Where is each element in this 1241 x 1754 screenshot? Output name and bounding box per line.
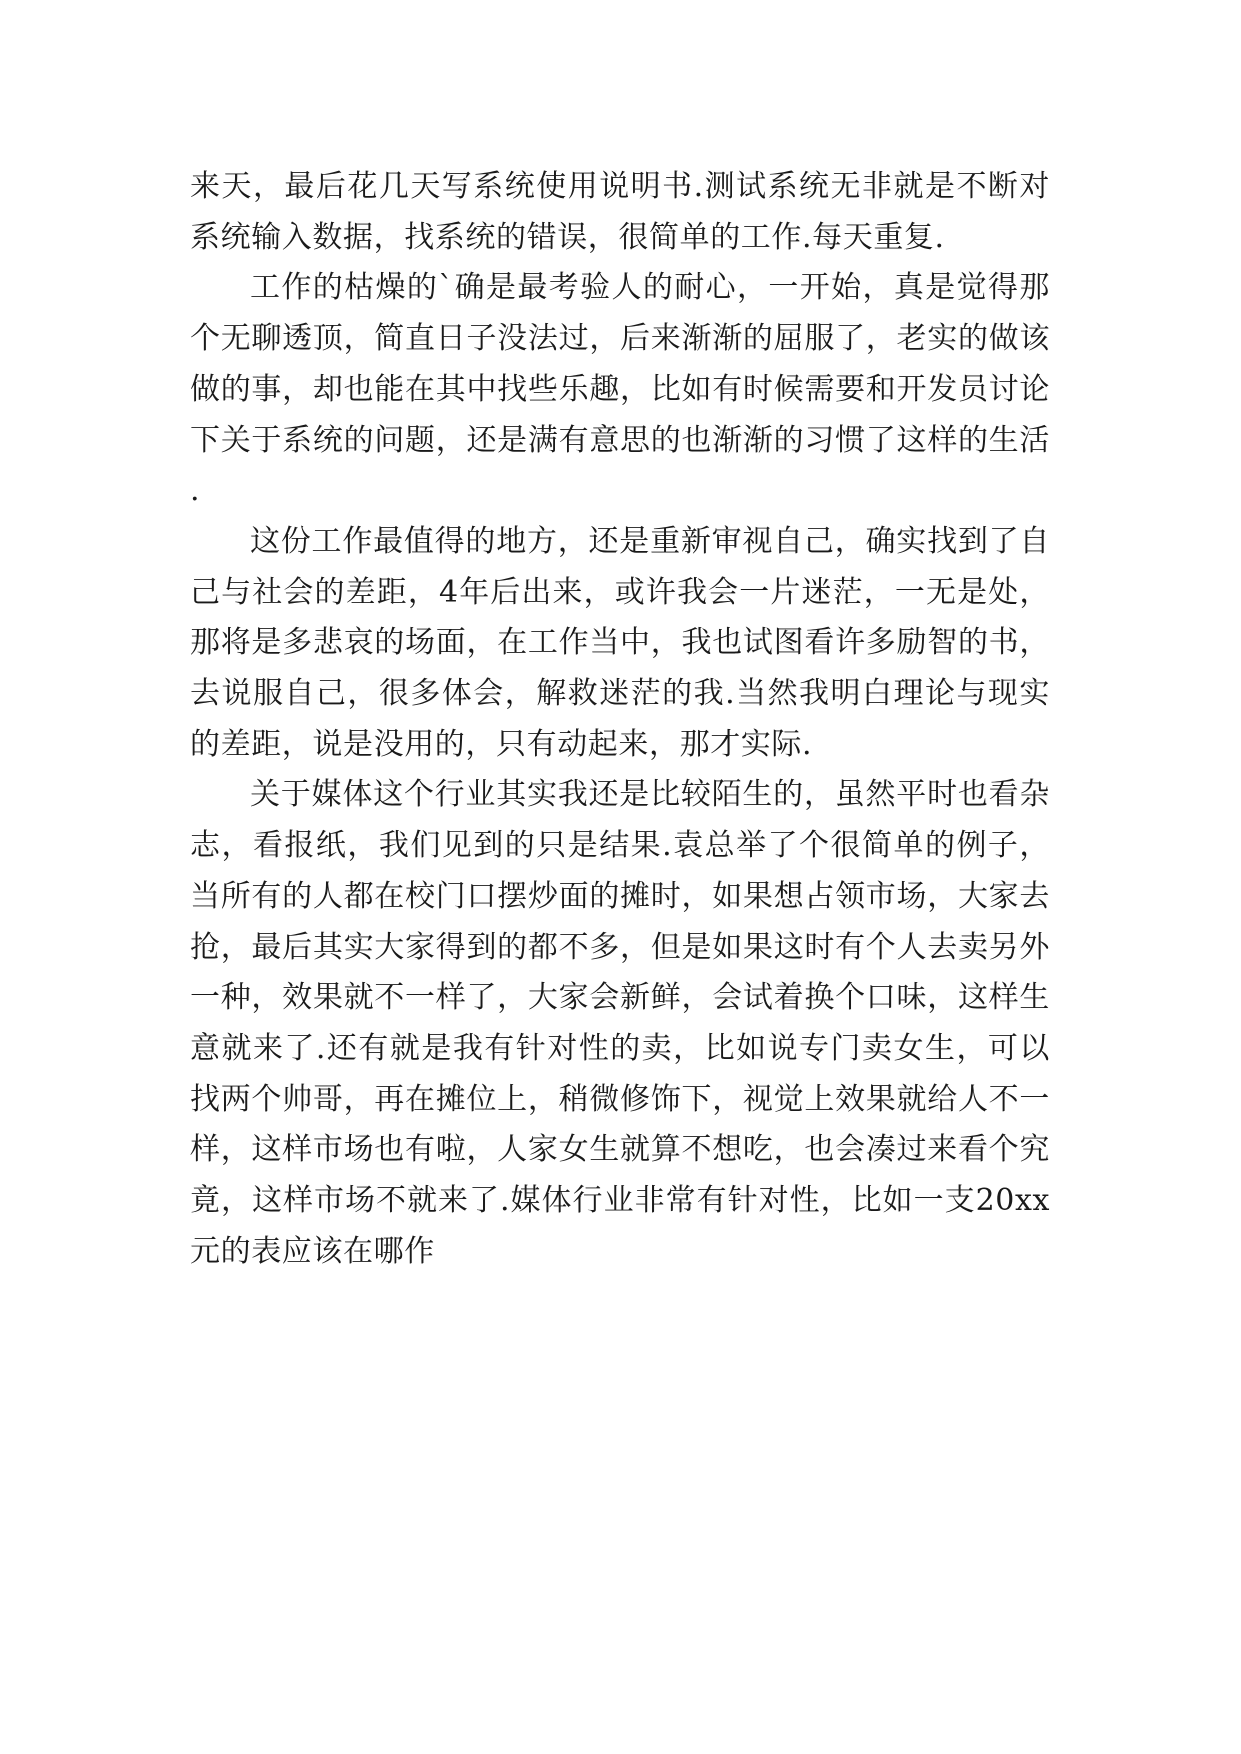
paragraph-2: 工作的枯燥的`确是最考验人的耐心，一开始，真是觉得那个无聊透顶，简直日子没法过，后来渐渐的屈服了，老实的做该做的事，却也能在其中找些乐趣，比如有时候需要和开发员讨论下关于系统的问题，还是满有意思的也渐渐的习惯了这样的生活. [190,270,1050,509]
paragraph-1: 来天，最后花几天写系统使用说明书.测试系统无非就是不断对系统输入数据，找系统的错误，很简单的工作.每天重复. [190,169,1050,255]
document-body [190,162,1050,1277]
paragraph-3: 这份工作最值得的地方，还是重新审视自己，确实找到了自己与社会的差距，4年后出来，或许我会一片迷茫，一无是处，那将是多悲哀的场面，在工作当中，我也试图看许多励智的书，去说服自己，很多体会，解救迷茫的我.当然我明白理论与现实的差距，说是没用的，只有动起来，那才实际. [190,523,1050,762]
paragraph-4: 关于媒体这个行业其实我还是比较陌生的，虽然平时也看杂志，看报纸，我们见到的只是结果.袁总举了个很简单的例子，当所有的人都在校门口摆炒面的摊时，如果想占领市场，大家去抢，最后其实大家得到的都不多，但是如果这时有个人去卖另外一种，效果就不一样了，大家会新鲜，会试着换个口味，这样生意就来了.还有就是我有针对性的卖，比如说专门卖女生，可以找两个帅哥，再在摊位上，稍微修饰下，视觉上效果就给人不一样，这样市场也有啦，人家女生就算不想吃，也会凑过来看个究竟，这样市场不就来了.媒体行业非常有针对性，比如一支20xx元的表应该在哪作 [190,777,1050,1269]
